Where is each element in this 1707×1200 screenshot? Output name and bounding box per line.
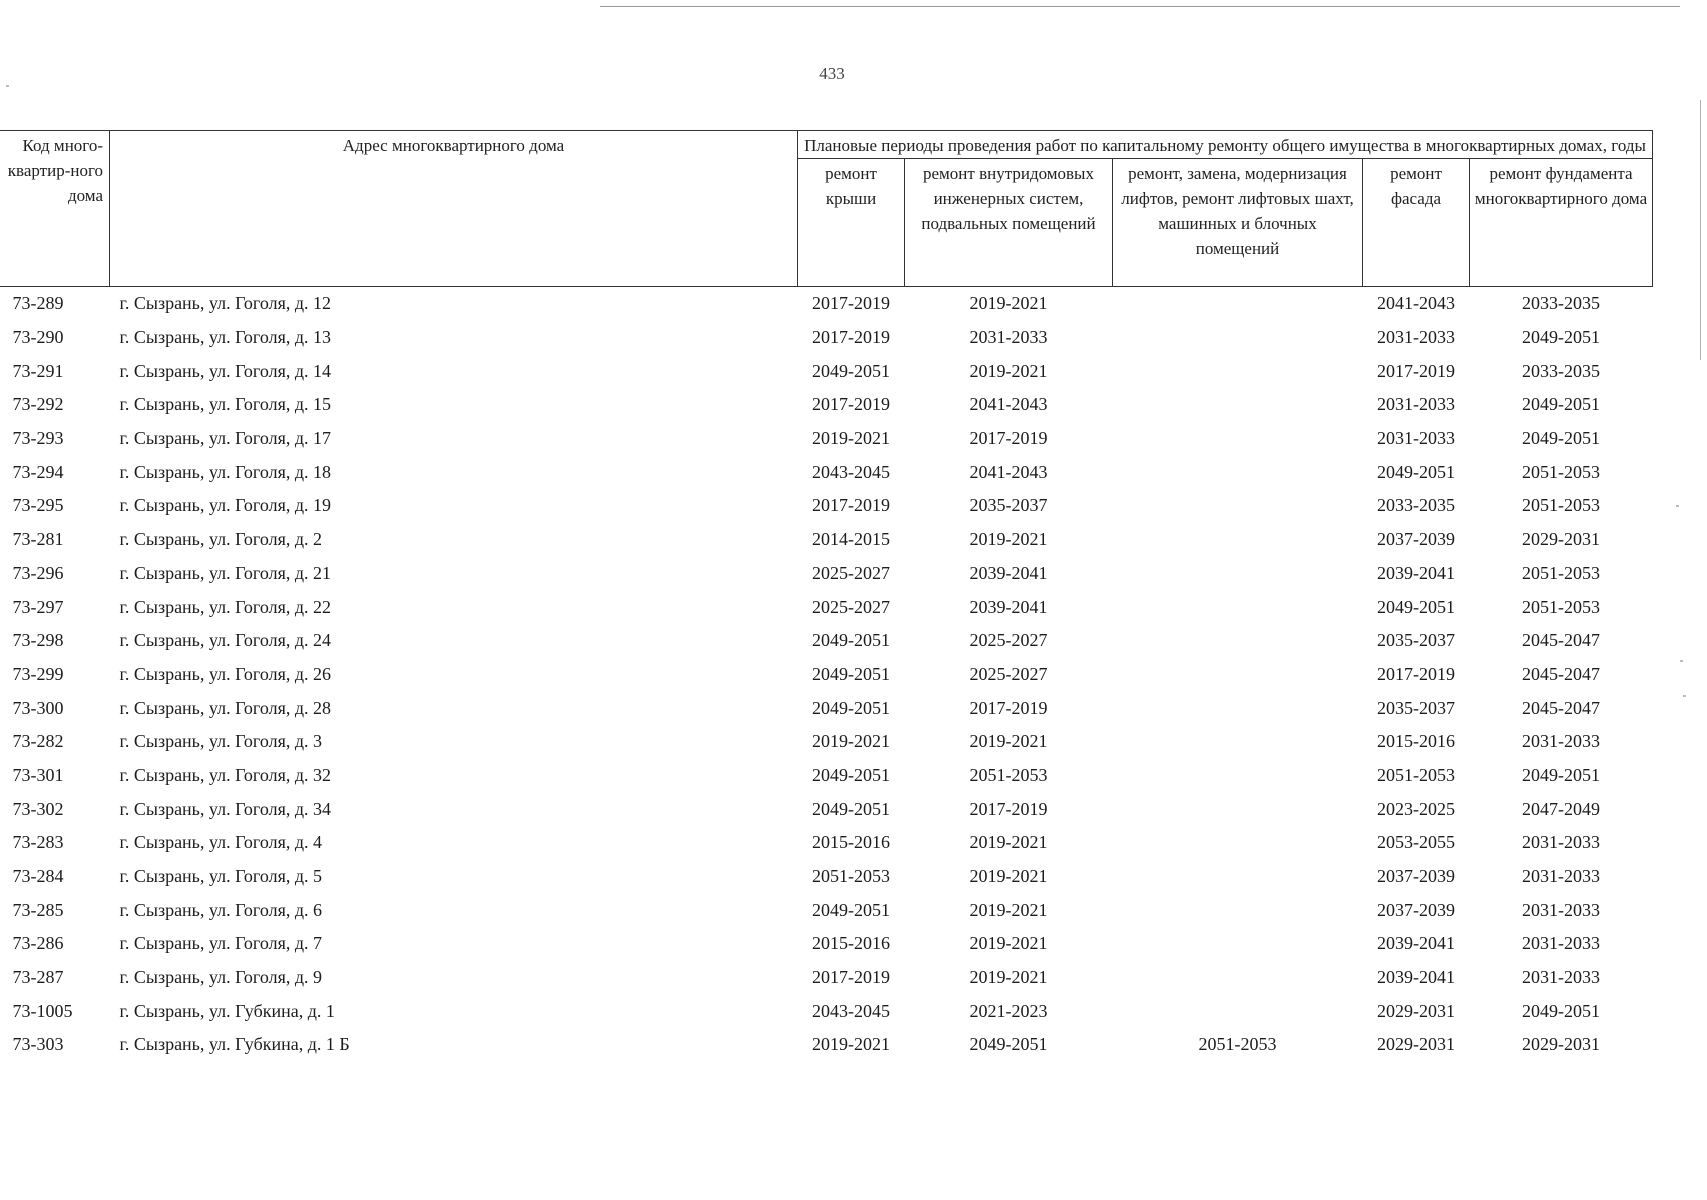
cell-lifts — [1113, 860, 1363, 894]
cell-systems: 2021-2023 — [969, 1000, 1048, 1021]
cell-roof: 2019-2021 — [812, 1034, 890, 1055]
cell-foundation: 2031-2033 — [1522, 832, 1601, 853]
cell-lifts — [1113, 994, 1363, 1028]
cell-foundation: 2031-2033 — [1522, 899, 1601, 920]
cell-address: г. Сызрань, ул. Гоголя, д. 32 — [119, 764, 332, 785]
cell-roof: 2017-2019 — [812, 293, 890, 314]
cell-systems: 2041-2043 — [969, 461, 1048, 482]
cell-address: г. Сызрань, ул. Гоголя, д. 9 — [119, 967, 323, 988]
table-row — [0, 354, 1653, 388]
header-facade: ремонт фасада — [1363, 159, 1470, 287]
cell-roof: 2019-2021 — [812, 731, 890, 752]
cell-roof: 2049-2051 — [812, 697, 890, 718]
cell-code: 73-298 — [12, 630, 64, 651]
cell-facade: 2031-2033 — [1377, 428, 1455, 449]
cell-systems: 2019-2021 — [969, 967, 1048, 988]
table-row — [0, 624, 1653, 658]
cell-code: 73-294 — [12, 461, 64, 482]
cell-facade: 2037-2039 — [1377, 529, 1455, 550]
cell-lifts — [1113, 826, 1363, 860]
cell-lifts — [1113, 792, 1363, 826]
cell-roof: 2049-2051 — [812, 764, 890, 785]
cell-roof: 2017-2019 — [812, 967, 890, 988]
cell-lifts — [1113, 354, 1363, 388]
scan-edge-line — [600, 6, 1680, 7]
cell-facade: 2039-2041 — [1377, 933, 1455, 954]
scan-speck — [1676, 505, 1679, 507]
cell-foundation: 2045-2047 — [1522, 630, 1601, 651]
cell-lifts — [1113, 388, 1363, 422]
cell-systems: 2019-2021 — [969, 529, 1048, 550]
cell-facade: 2031-2033 — [1377, 394, 1455, 415]
cell-systems: 2019-2021 — [969, 360, 1048, 381]
cell-foundation: 2047-2049 — [1522, 798, 1601, 819]
cell-code: 73-295 — [12, 495, 64, 516]
table-row — [0, 287, 1653, 321]
table-row — [0, 489, 1653, 523]
scan-speck — [6, 85, 9, 87]
cell-facade: 2035-2037 — [1377, 630, 1455, 651]
cell-roof: 2014-2015 — [812, 529, 890, 550]
cell-lifts — [1113, 590, 1363, 624]
cell-foundation: 2029-2031 — [1522, 1034, 1601, 1055]
cell-code: 73-300 — [12, 697, 64, 718]
cell-foundation: 2049-2051 — [1522, 764, 1601, 785]
cell-code: 73-287 — [12, 967, 64, 988]
cell-roof: 2049-2051 — [812, 899, 890, 920]
cell-code: 73-291 — [12, 360, 64, 381]
cell-systems: 2019-2021 — [969, 866, 1048, 887]
cell-address: г. Сызрань, ул. Гоголя, д. 15 — [119, 394, 332, 415]
header-roof: ремонт крыши — [798, 159, 905, 287]
cell-code: 73-293 — [12, 428, 64, 449]
cell-code: 73-303 — [12, 1034, 64, 1055]
cell-lifts — [1113, 624, 1363, 658]
cell-systems: 2017-2019 — [969, 798, 1048, 819]
table-row — [0, 826, 1653, 860]
cell-facade: 2041-2043 — [1377, 293, 1455, 314]
cell-roof: 2049-2051 — [812, 663, 890, 684]
header-row-top — [0, 131, 1653, 159]
cell-address: г. Сызрань, ул. Гоголя, д. 14 — [119, 360, 332, 381]
cell-code: 73-284 — [12, 866, 64, 887]
cell-facade: 2029-2031 — [1377, 1000, 1455, 1021]
cell-lifts — [1113, 893, 1363, 927]
table-row — [0, 1028, 1653, 1062]
cell-lifts — [1113, 489, 1363, 523]
cell-facade: 2037-2039 — [1377, 866, 1455, 887]
cell-facade: 2029-2031 — [1377, 1034, 1455, 1055]
table-row — [0, 961, 1653, 995]
cell-address: г. Сызрань, ул. Гоголя, д. 22 — [119, 596, 332, 617]
cell-facade: 2017-2019 — [1377, 663, 1455, 684]
cell-code: 73-290 — [12, 327, 64, 348]
capital-repair-schedule-table — [0, 130, 1653, 1062]
cell-systems: 2017-2019 — [969, 428, 1048, 449]
cell-lifts — [1113, 927, 1363, 961]
cell-code: 73-281 — [12, 529, 64, 550]
cell-lifts — [1113, 557, 1363, 591]
cell-address: г. Сызрань, ул. Гоголя, д. 28 — [119, 697, 332, 718]
cell-address: г. Сызрань, ул. Гоголя, д. 7 — [119, 933, 323, 954]
cell-foundation: 2049-2051 — [1522, 394, 1601, 415]
cell-systems: 2019-2021 — [969, 293, 1048, 314]
table-row — [0, 994, 1653, 1028]
header-address: Адрес многоквартирного дома — [110, 131, 798, 287]
cell-address: г. Сызрань, ул. Гоголя, д. 24 — [119, 630, 332, 651]
table-row — [0, 422, 1653, 456]
cell-facade: 2037-2039 — [1377, 899, 1455, 920]
cell-facade: 2015-2016 — [1377, 731, 1455, 752]
cell-systems: 2039-2041 — [969, 562, 1048, 583]
cell-code: 73-283 — [12, 832, 64, 853]
cell-roof: 2043-2045 — [812, 461, 890, 482]
header-systems: ремонт внутридомовых инженерных систем, подвальных помещений — [905, 159, 1113, 287]
cell-foundation: 2051-2053 — [1522, 562, 1601, 583]
table-row — [0, 759, 1653, 793]
cell-foundation: 2051-2053 — [1522, 596, 1601, 617]
cell-facade: 2049-2051 — [1377, 596, 1455, 617]
cell-facade: 2031-2033 — [1377, 327, 1455, 348]
cell-lifts — [1113, 658, 1363, 692]
cell-code: 73-282 — [12, 731, 64, 752]
cell-facade: 2051-2053 — [1377, 764, 1455, 785]
cell-address: г. Сызрань, ул. Гоголя, д. 3 — [119, 731, 323, 752]
cell-systems: 2041-2043 — [969, 394, 1048, 415]
cell-foundation: 2031-2033 — [1522, 731, 1601, 752]
cell-foundation: 2045-2047 — [1522, 697, 1601, 718]
cell-code: 73-302 — [12, 798, 64, 819]
page-number: 433 — [819, 64, 845, 83]
scan-speck — [1683, 695, 1686, 697]
cell-systems: 2019-2021 — [969, 731, 1048, 752]
cell-address: г. Сызрань, ул. Гоголя, д. 19 — [119, 495, 332, 516]
cell-foundation: 2031-2033 — [1522, 967, 1601, 988]
cell-address: г. Сызрань, ул. Гоголя, д. 4 — [119, 832, 323, 853]
table-row — [0, 927, 1653, 961]
cell-systems: 2031-2033 — [969, 327, 1048, 348]
cell-facade: 2053-2055 — [1377, 832, 1455, 853]
cell-code: 73-1005 — [12, 1000, 73, 1021]
cell-roof: 2015-2016 — [812, 832, 890, 853]
cell-address: г. Сызрань, ул. Гоголя, д. 6 — [119, 899, 323, 920]
cell-foundation: 2031-2033 — [1522, 866, 1601, 887]
scan-speck — [1680, 660, 1683, 662]
cell-address: г. Сызрань, ул. Гоголя, д. 34 — [119, 798, 332, 819]
cell-systems: 2019-2021 — [969, 832, 1048, 853]
cell-code: 73-292 — [12, 394, 64, 415]
cell-address: г. Сызрань, ул. Гоголя, д. 2 — [119, 529, 323, 550]
cell-address: г. Сызрань, ул. Гоголя, д. 18 — [119, 461, 332, 482]
header-foundation: ремонт фундамента многоквартирного дома — [1470, 159, 1653, 287]
cell-facade: 2039-2041 — [1377, 967, 1455, 988]
cell-roof: 2017-2019 — [812, 394, 890, 415]
cell-lifts — [1113, 523, 1363, 557]
cell-address: г. Сызрань, ул. Гоголя, д. 13 — [119, 327, 332, 348]
cell-systems: 2035-2037 — [969, 495, 1048, 516]
cell-lifts — [1113, 455, 1363, 489]
cell-systems: 2039-2041 — [969, 596, 1048, 617]
table-row — [0, 321, 1653, 355]
cell-roof: 2051-2053 — [812, 866, 890, 887]
cell-lifts — [1113, 422, 1363, 456]
cell-foundation: 2033-2035 — [1522, 360, 1601, 381]
cell-code: 73-301 — [12, 764, 64, 785]
cell-systems: 2025-2027 — [969, 663, 1048, 684]
table-row — [0, 860, 1653, 894]
cell-roof: 2017-2019 — [812, 327, 890, 348]
cell-roof: 2019-2021 — [812, 428, 890, 449]
cell-foundation: 2049-2051 — [1522, 327, 1601, 348]
cell-facade: 2033-2035 — [1377, 495, 1455, 516]
table-row — [0, 523, 1653, 557]
cell-lifts — [1113, 961, 1363, 995]
cell-systems: 2049-2051 — [969, 1034, 1048, 1055]
cell-foundation: 2051-2053 — [1522, 461, 1601, 482]
header-lifts: ремонт, замена, модернизация лифтов, ремонт лифтовых шахт, машинных и блочных помещений — [1113, 159, 1363, 287]
table-row — [0, 893, 1653, 927]
table-row — [0, 557, 1653, 591]
cell-systems: 2019-2021 — [969, 933, 1048, 954]
cell-roof: 2015-2016 — [812, 933, 890, 954]
cell-systems: 2051-2053 — [969, 764, 1048, 785]
cell-roof: 2025-2027 — [812, 596, 890, 617]
cell-roof: 2049-2051 — [812, 630, 890, 651]
cell-foundation: 2049-2051 — [1522, 1000, 1601, 1021]
cell-address: г. Сызрань, ул. Гоголя, д. 17 — [119, 428, 332, 449]
header-planned-periods: Плановые периоды проведения работ по капитальному ремонту общего имущества в многоквартирных домах, годы — [798, 131, 1653, 159]
cell-foundation: 2029-2031 — [1522, 529, 1601, 550]
cell-foundation: 2031-2033 — [1522, 933, 1601, 954]
cell-code: 73-286 — [12, 933, 64, 954]
cell-lifts — [1113, 725, 1363, 759]
cell-roof: 2043-2045 — [812, 1000, 890, 1021]
cell-roof: 2025-2027 — [812, 562, 890, 583]
table-row — [0, 590, 1653, 624]
table-row — [0, 388, 1653, 422]
cell-lifts — [1113, 287, 1363, 321]
cell-systems: 2017-2019 — [969, 697, 1048, 718]
cell-code: 73-285 — [12, 899, 64, 920]
cell-lifts: 2051-2053 — [1198, 1034, 1277, 1055]
cell-facade: 2049-2051 — [1377, 461, 1455, 482]
cell-facade: 2017-2019 — [1377, 360, 1455, 381]
cell-address: г. Сызрань, ул. Гоголя, д. 5 — [119, 866, 323, 887]
cell-address: г. Сызрань, ул. Губкина, д. 1 — [119, 1000, 335, 1021]
cell-systems: 2019-2021 — [969, 899, 1048, 920]
cell-roof: 2017-2019 — [812, 495, 890, 516]
cell-code: 73-289 — [12, 293, 64, 314]
cell-roof: 2049-2051 — [812, 360, 890, 381]
cell-roof: 2049-2051 — [812, 798, 890, 819]
cell-systems: 2025-2027 — [969, 630, 1048, 651]
cell-address: г. Сызрань, ул. Гоголя, д. 26 — [119, 663, 332, 684]
cell-facade: 2039-2041 — [1377, 562, 1455, 583]
table-row — [0, 691, 1653, 725]
table-row — [0, 455, 1653, 489]
cell-foundation: 2051-2053 — [1522, 495, 1601, 516]
cell-foundation: 2045-2047 — [1522, 663, 1601, 684]
cell-address: г. Сызрань, ул. Гоголя, д. 12 — [119, 293, 332, 314]
cell-address: г. Сызрань, ул. Гоголя, д. 21 — [119, 562, 332, 583]
cell-code: 73-296 — [12, 562, 64, 583]
cell-facade: 2035-2037 — [1377, 697, 1455, 718]
cell-lifts — [1113, 759, 1363, 793]
cell-code: 73-297 — [12, 596, 64, 617]
header-code: Код много-квартир-ного дома — [0, 131, 110, 287]
scan-edge-line — [1700, 100, 1701, 360]
table-row — [0, 725, 1653, 759]
cell-facade: 2023-2025 — [1377, 798, 1455, 819]
table-body — [0, 287, 1653, 1062]
cell-code: 73-299 — [12, 663, 64, 684]
cell-lifts — [1113, 691, 1363, 725]
table-row — [0, 658, 1653, 692]
cell-foundation: 2033-2035 — [1522, 293, 1601, 314]
cell-foundation: 2049-2051 — [1522, 428, 1601, 449]
cell-address: г. Сызрань, ул. Губкина, д. 1 Б — [119, 1034, 350, 1055]
table-row — [0, 792, 1653, 826]
cell-lifts — [1113, 321, 1363, 355]
